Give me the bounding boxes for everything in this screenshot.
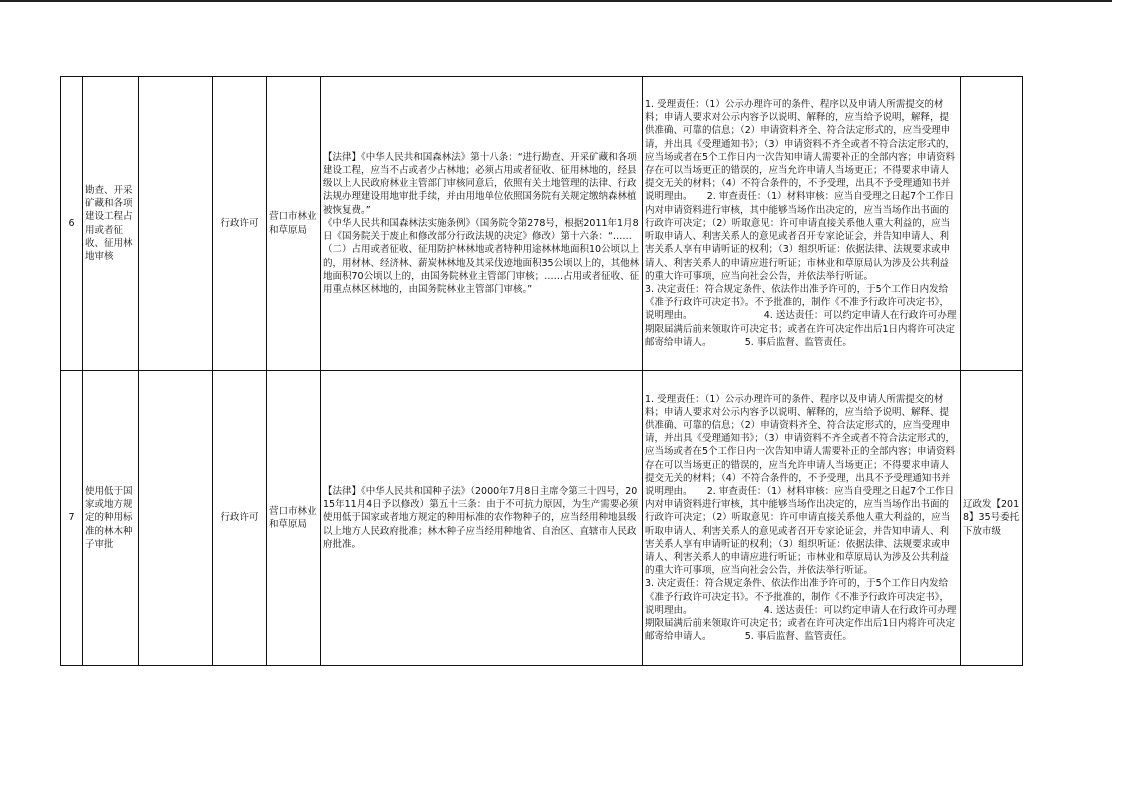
power-type: 行政许可	[213, 77, 267, 371]
item-name: 勘查、开采矿藏和各项建设工程占用或者征收、征用林地审核	[83, 77, 139, 371]
responsibility-paragraph: 3. 决定责任：符合规定条件、依法作出准予许可的，于5个工作日内发给《准予行政许可决定书》。不予批准的，制作《不准予行政许可决定书》，说明理由。 4. 送达责任：可以约定申请人在行政许可办理期限届满后前来领取许可决定书；或者在许可决定作出后1日内将许可决定邮寄给申请人。 5. 事后监督、监管责任。	[645, 283, 957, 348]
legal-basis-paragraph: 【法律】《中华人民共和国种子法》（2000年7月8日主席令第三十四号，2015年11月4日予以修改）第五十三条：由于不可抗力原因，为生产需要必须使用低于国家或者地方规定的种用标准的农作物种子的，应当经用种地县级以上地方人民政府批准；林木种子应当经用种地省、自治区、直辖市人民政府批准。	[323, 485, 639, 550]
implementing-department: 营口市林业和草原局	[267, 371, 321, 666]
responsibility-paragraph: 1. 受理责任：（1）公示办理许可的条件、程序以及申请人所需提交的材料；申请人要求对公示内容予以说明、解释的，应当给予说明、解释、提供准确、可靠的信息；（2）申请资料齐全、符合法定形式的，应当受理申请，并出具《受理通知书》；（3）申请资料不齐全或者不符合法定形式的，应当场或者在5个工作日内一次告知申请人需要补正的全部内容；申请资料存在可以当场更正的错误的，应当允许申请人当场更正；不得要求申请人提交无关的材料；（4）不符合条件的，不予受理，出具不予受理通知书并说明理由。 2. 审查责任：（1）材料审核：应当自受理之日起7个工作日内对申请资料进行审核，其中能够当场作出决定的，应当当场作出书面的行政许可决定；（2）听取意见：许可申请直接关系他人重大利益的，应当听取申请人、利害关系人的意见或者召开专家论证会，并告知申请人、利害关系人享有申请听证的权利；（3）组织听证：依据法律、法规要求或申请人、利害关系人的申请应进行听证；市林业和草原局认为涉及公共利益的重大许可事项，应当向社会公告，并依法举行听证。	[645, 393, 956, 577]
responsibility-items	[643, 77, 961, 371]
remark: 辽政发【2018】35号委托下放市级	[961, 371, 1023, 666]
power-list-table	[60, 76, 1023, 666]
responsibility-paragraph: 1. 受理责任：（1）公示办理许可的条件、程序以及申请人所需提交的材料；申请人要求对公示内容予以说明、解释的，应当给予说明，解释，提供准确、可靠的信息；（2）申请资料齐全、符合法定形式的，应当受理申请，并出具《受理通知书》；（3）申请资料不齐全或者不符合法定形式的，应当场或者在5个工作日内一次告知申请人需要补正的全部内容；申请资料存在可以当场更正的错误的，应当允许申请人当场更正；不得要求申请人提交无关的材料；（4）不符合条件的，不予受理，出具不予受理通知书并说明理由。 2. 审查责任：（1）材料审核：应当自受理之日起7个工作日内对申请资料进行审核，其中能够当场作出决定的，应当当场作出书面的行政许可决定；（2）听取意见：许可申请直接关系他人重大利益的，应当听取申请人、利害关系人的意见或者召开专家论证会，并告知申请人、利害关系人享有申请听证的权利；（3）组织听证：依据法律、法规要求或申请人、利害关系人的申请应进行听证；市林业和草原局认为涉及公共利益的重大许可事项，应当向社会公告，并依法举行听证。	[645, 99, 956, 282]
sub-item-name	[139, 371, 213, 666]
responsibility-paragraph: 3. 决定责任：符合规定条件、依法作出准予许可的，于5个工作日内发给《准予行政许可决定书》。不予批准的，制作《不准予行政许可决定书》，说明理由。 4. 送达责任：可以约定申请人在行政许可办理期限届满后前来领取许可决定书；或者在许可决定作出后1日内将许可决定邮寄给申请人。 5. 事后监督、监管责任。	[645, 578, 957, 643]
implementing-department: 营口市林业和草原局	[267, 77, 321, 371]
table-row	[61, 371, 1023, 666]
legal-basis-paragraph: 【法律】《中华人民共和国森林法》第十八条：“进行勘查、开采矿藏和各项建设工程，应当不占或者少占林地；必须占用或者征收、征用林地的，经县级以上人民政府林业主管部门审核同意后，依照有关土地管理的法律、行政法规办理建设用地审批手续，并由用地单位依照国务院有关规定缴纳森林植被恢复费。”	[323, 151, 637, 216]
responsibility-items	[643, 371, 961, 666]
legal-basis	[321, 371, 643, 666]
legal-basis-paragraph: 《中华人民共和国森林法实施条例》（国务院令第278号，根据2011年1月8日《国务院关于废止和修改部分行政法规的决定》修改）第十六条：“……（二）占用或者征收、征用防护林林地或者特种用途林林地面积10公顷以上的，用材林、经济林、薪炭林林地及其采伐迹地面积35公顷以上的，其他林地面积70公顷以上的，由国务院林业主管部门审核；……占用或者征收、征用重点林区林地的，由国务院林业主管部门审核。”	[323, 217, 640, 295]
remark	[961, 77, 1023, 371]
legal-basis	[321, 77, 643, 371]
item-name: 使用低于国家或地方规定的种用标准的林木种子审批	[83, 371, 139, 666]
row-number: 6	[61, 77, 83, 371]
row-number: 7	[61, 371, 83, 666]
top-rule	[0, 0, 1112, 2]
sub-item-name	[139, 77, 213, 371]
table-row	[61, 77, 1023, 371]
power-type: 行政许可	[213, 371, 267, 666]
